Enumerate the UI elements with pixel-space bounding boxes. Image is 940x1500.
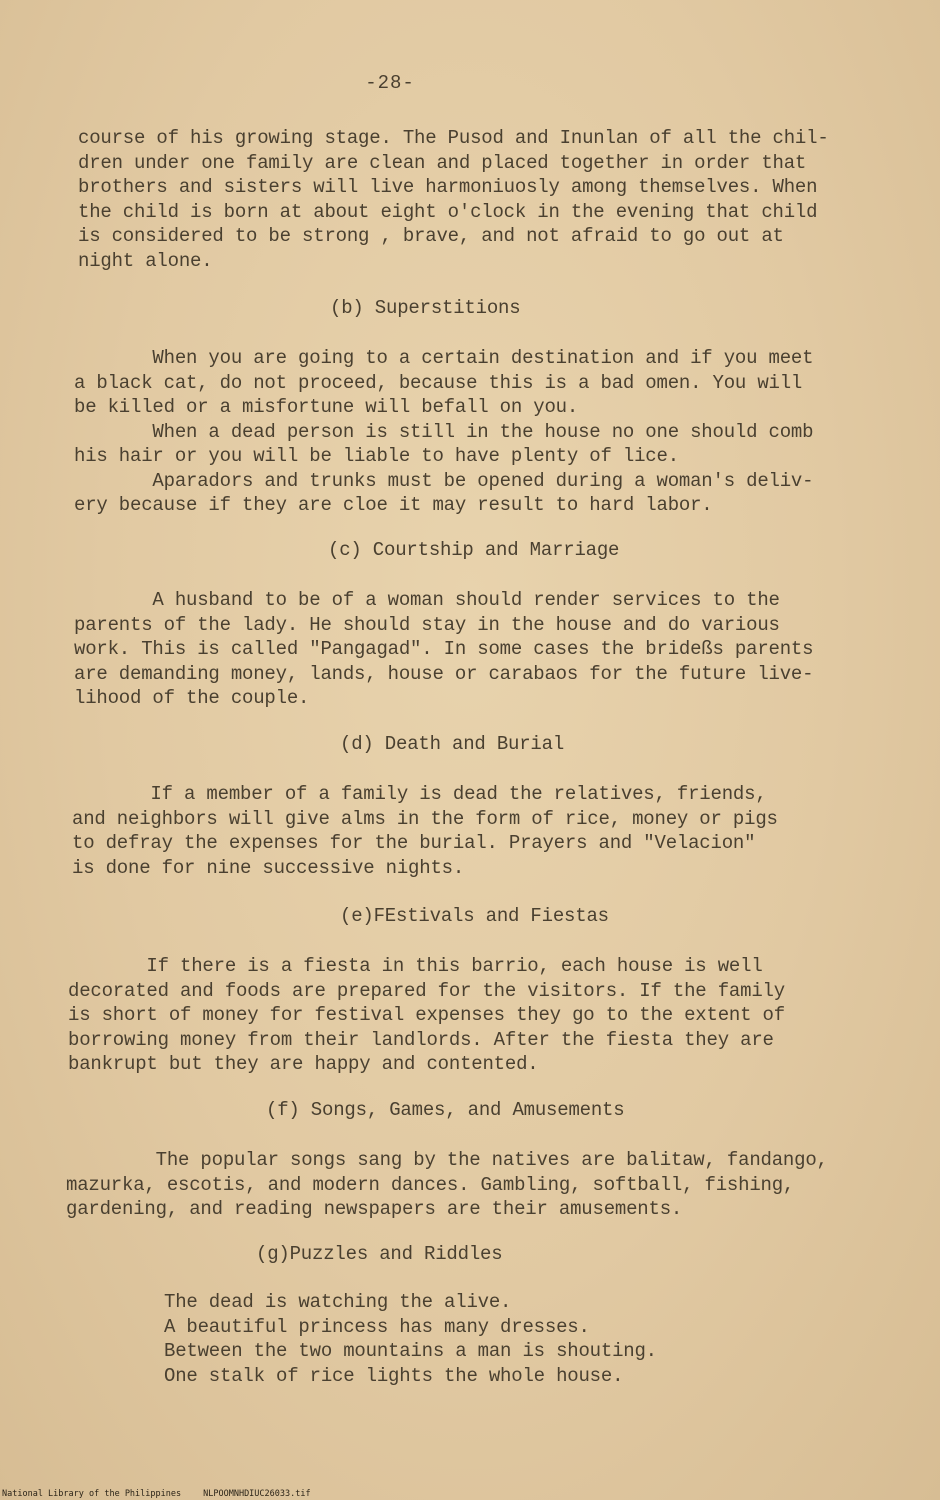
festivals-body: If there is a fiesta in this barrio, each house is well decorated and foods are prepared for the visitors. If the family is short of money for festival expenses they go to the extent of borrowing money from their landlords. After the fiesta they are bankrupt but they are happy and contented. bbox=[68, 955, 785, 1075]
heading-superstitions: (b) Superstitions bbox=[330, 297, 521, 319]
superstitions-body: When you are going to a certain destination and if you meet a black cat, do not proceed, because this is a bad omen. You will be killed or a misfortune will befall on you. When a dead person is still in the house no one should comb his hair or you will be liable to have plenty of lice. Aparadors and trunks must be opened during a woman's deliv- ery because if they are cloe it may result to hard labor. bbox=[74, 347, 814, 516]
heading-puzzles: (g)Puzzles and Riddles bbox=[256, 1243, 503, 1265]
death-body: If a member of a family is dead the relatives, friends, and neighbors will give alms in the form of rice, money or pigs to defray the expenses for the burial. Prayers and "Velacion" is done for nine successive nights. bbox=[72, 783, 778, 879]
riddles-list: The dead is watching the alive. A beautiful princess has many dresses. Between the two mountains a man is shouting. One stalk of rice lights the whole house. bbox=[164, 1291, 657, 1387]
heading-death: (d) Death and Burial bbox=[340, 733, 565, 755]
heading-songs: (f) Songs, Games, and Amusements bbox=[266, 1099, 625, 1121]
heading-courtship: (c) Courtship and Marriage bbox=[328, 539, 620, 561]
footer-file: NLPOOMNHDIUC26033.tif bbox=[203, 1489, 311, 1499]
heading-festivals: (e)FEstivals and Fiestas bbox=[340, 905, 609, 927]
courtship-body: A husband to be of a woman should render services to the parents of the lady. He should stay in the house and do various work. This is called "Pangagad". In some cases the brideßs parents are demanding money, lands, house or carabaos for the future live- lihood of the couple. bbox=[74, 589, 814, 709]
songs-body: The popular songs sang by the natives are balitaw, fandango, mazurka, escotis, and modern dances. Gambling, softball, fishing, gardening, and reading newspapers are their amusements. bbox=[66, 1149, 828, 1220]
footer-library: National Library of the Philippines bbox=[2, 1489, 182, 1499]
intro-paragraph: course of his growing stage. The Pusod and Inunlan of all the chil- dren under one family are clean and placed together in order that brothers and sisters will live harmoniuosly among themselves. When the child is born at about eight o'clock in the evening that child is considered to be strong , brave, and not afraid to go out at night alone. bbox=[78, 127, 829, 272]
page-number: -28- bbox=[365, 72, 415, 94]
scan-footer bbox=[2, 1489, 333, 1499]
